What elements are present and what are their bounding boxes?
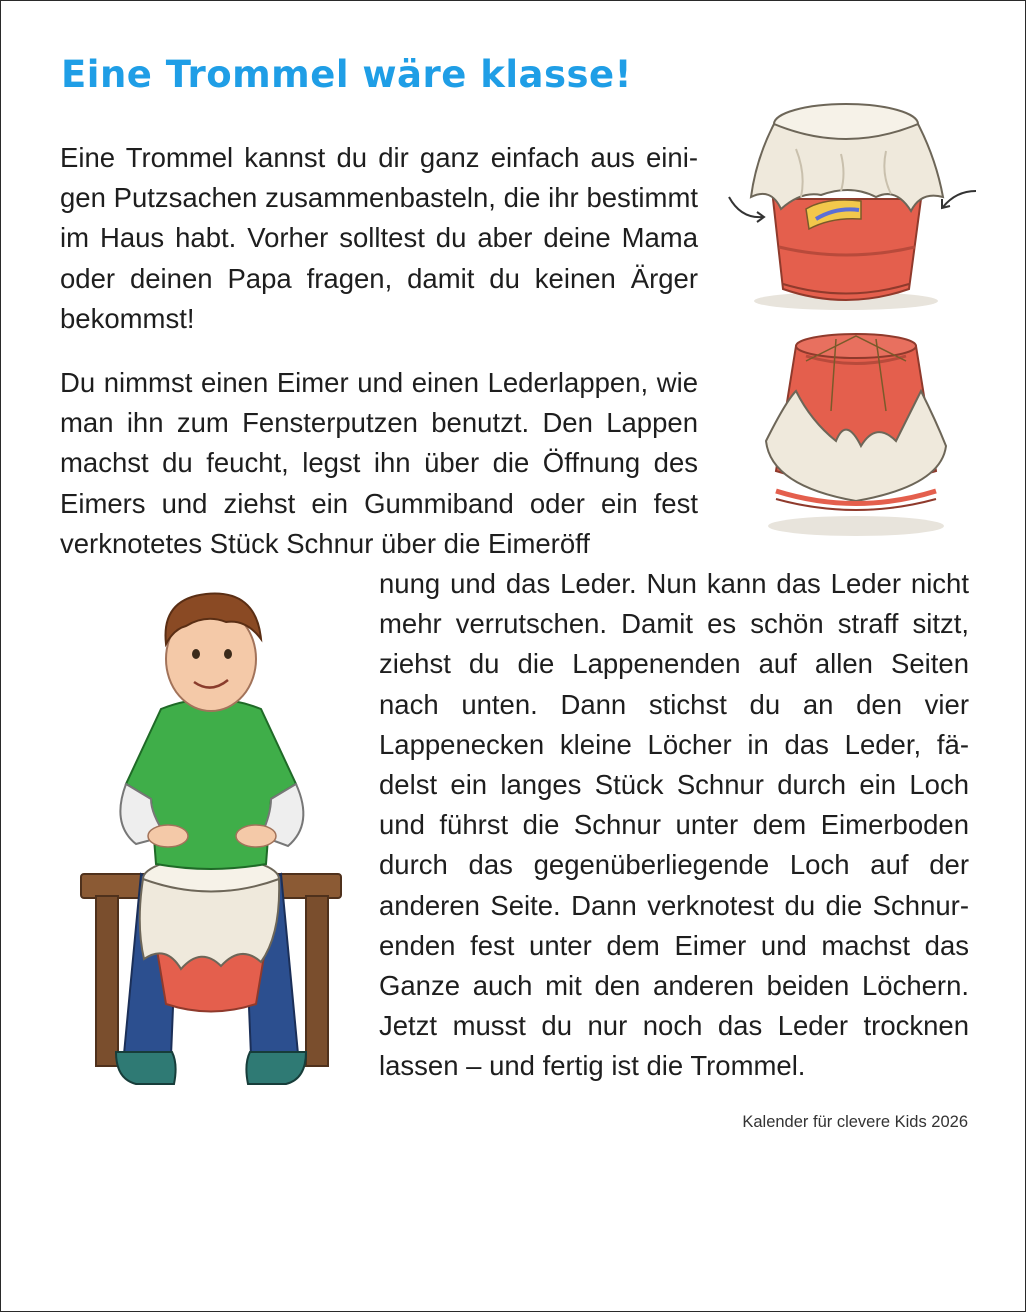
tied-bucket-illustration [736,321,976,551]
instructions-paragraph-start: Du nimmst einen Eimer und einen Lederlappen, wie man ihn zum Fensterputzen benutzt. Den Lappen machst du feucht, legst ihn über die Öffnung des Eimers und ziehst ein Gummiband oder ein fest verknotetes Stück Schnur über die Eimeröff [60,367,698,559]
boy-drumming-illustration [56,574,366,1099]
intro-paragraph: Eine Trommel kannst du dir ganz einfach aus einigen Putzsachen zusammenbasteln, die ihr bestimmt im Haus habt. Vorher solltest du aber deine Mama oder deinen Papa fragen, damit du keinen Ärger bekommst! [60,142,698,334]
bucket-with-cloth-illustration [711,79,981,319]
instructions-paragraph-continued: nung und das Leder. Nun kann das Leder nicht mehr verrutschen. Damit es schön straff sitzt, ziehst du die Lappenenden auf allen Seiten nach unten. Dann stichst du an den vier Lappenecken kleine Löcher in das Leder, fädelst ein langes Stück Schnur durch ein Loch und führst die Schnur unter dem Eimerboden durch das gegenüberliegende Loch auf der anderen Seite. Dann verknotest du die Schnurenden fest unter dem Eimer und machst das Ganze auch mit den anderen beiden Löchern. Jetzt musst du nur noch das Leder trocknen lassen – und fertig ist die Trommel. [379,568,969,1082]
footer-credit: Kalender für clevere Kids 2026 [742,1113,968,1131]
page-title: Eine Trommel wäre klasse! [61,53,633,96]
